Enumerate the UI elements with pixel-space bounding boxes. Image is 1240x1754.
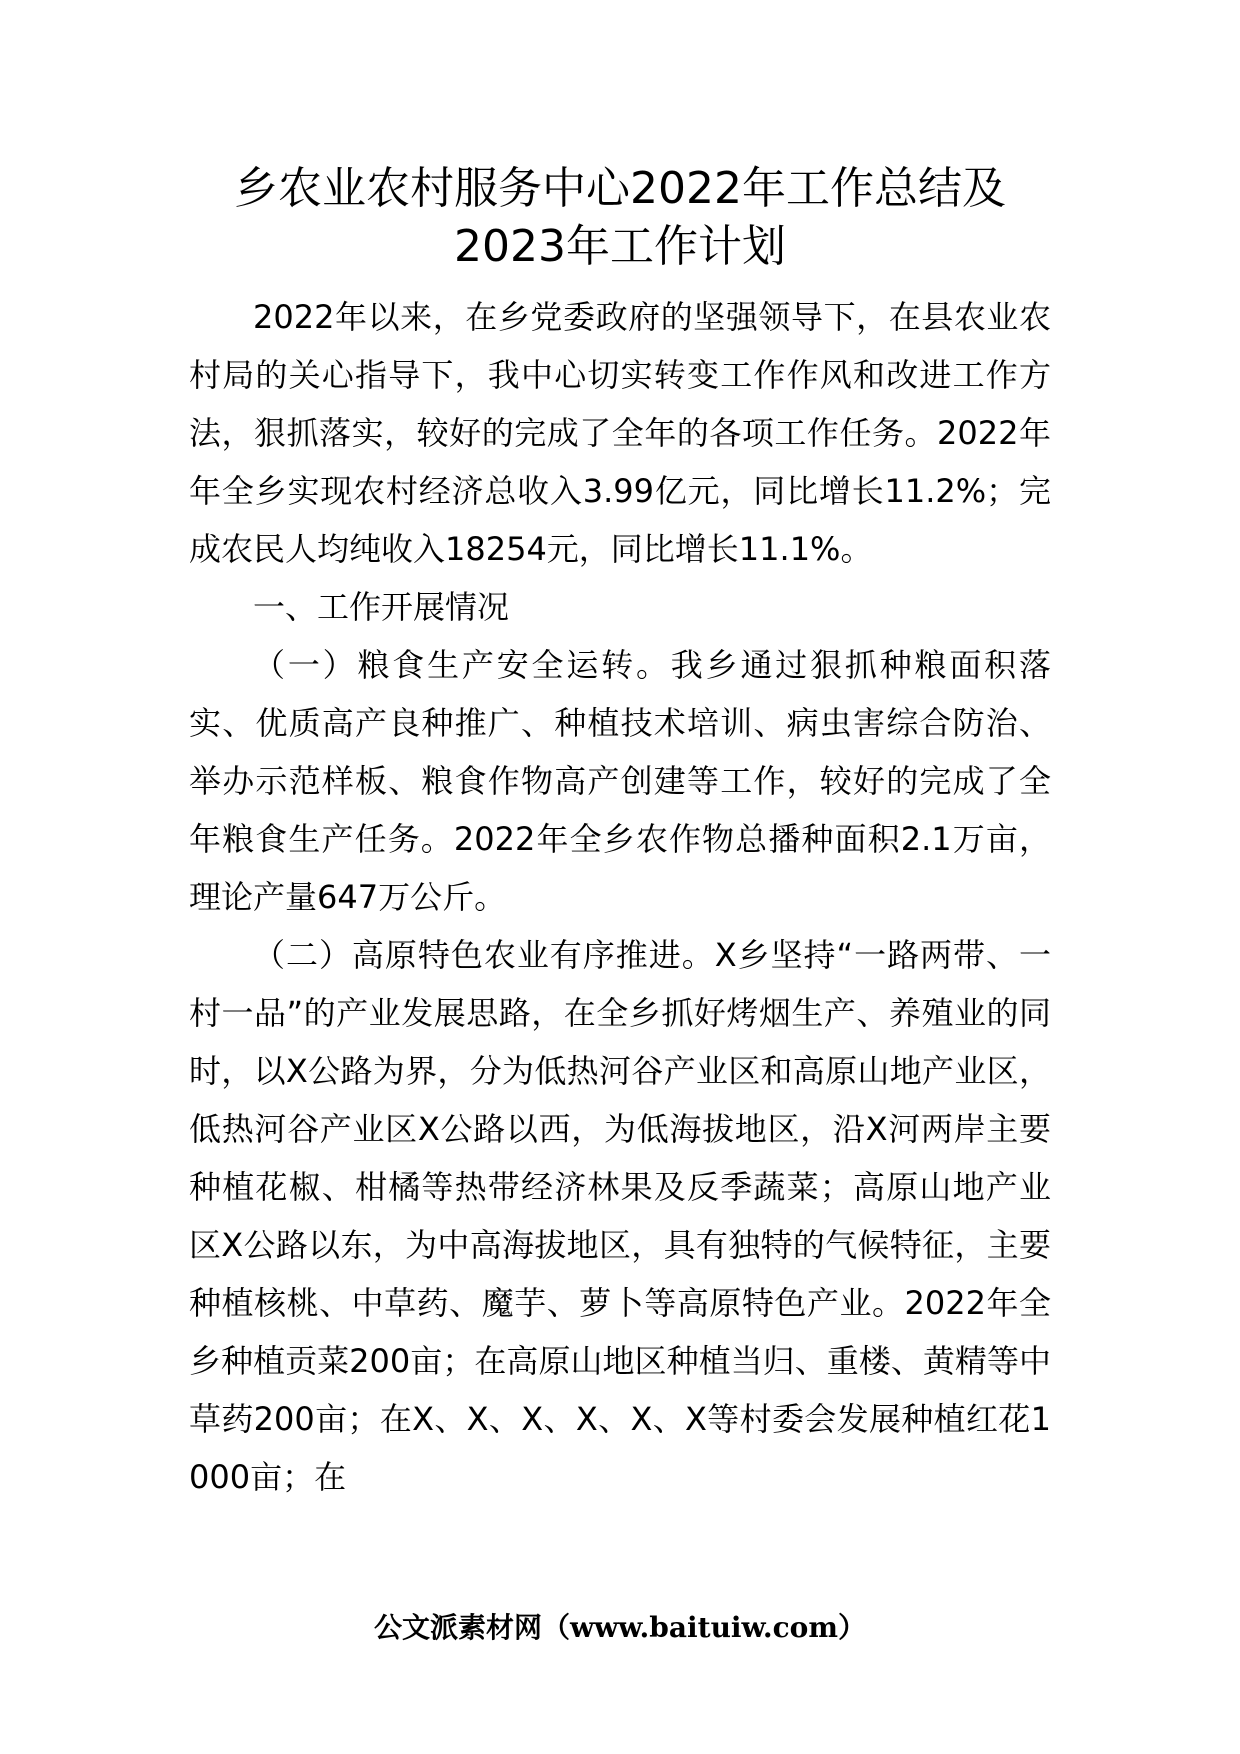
paragraph-intro: 2022年以来，在乡党委政府的坚强领导下，在县农业农村局的关心指导下，我中心切实转变工作作风和改进工作方法，狠抓落实，较好的完成了全年的各项工作任务。2022年年全乡实现农村经济总收入3.99亿元，同比增长11.2%；完成农民人均纯收入18254元，同比增长11.1%。	[189, 298, 1051, 568]
title-line-2: 2023年工作计划	[454, 221, 786, 272]
title-line-1: 乡农业农村服务中心2022年工作总结及	[234, 163, 1006, 214]
section-heading: 一、工作开展情况	[253, 588, 510, 626]
footer-watermark: 公文派素材网（www.baituiw.com）	[374, 1611, 866, 1644]
document-title	[150, 160, 1090, 276]
document-body	[189, 288, 1051, 1506]
paragraph-grain-production: （一）粮食生产安全运转。我乡通过狠抓种粮面积落实、优质高产良种推广、种植技术培训、病虫害综合防治、举办示范样板、粮食作物高产创建等工作，较好的完成了全年粮食生产任务。2022年全乡农作物总播种面积2.1万亩，理论产量647万公斤。	[189, 646, 1051, 916]
paragraph-plateau-agriculture: （二）高原特色农业有序推进。X乡坚持“一路两带、一村一品”的产业发展思路，在全乡抓好烤烟生产、养殖业的同时，以X公路为界，分为低热河谷产业区和高原山地产业区，低热河谷产业区X公路以西，为低海拔地区，沿X河两岸主要种植花椒、柑橘等热带经济林果及反季蔬菜；高原山地产业区X公路以东，为中高海拔地区，具有独特的气候特征，主要种植核桃、中草药、魔芋、萝卜等高原特色产业。2022年全乡种植贡菜200亩；在高原山地区种植当归、重楼、黄精等中草药200亩；在X、X、X、X、X、X等村委会发展种植红花1000亩；在	[189, 936, 1051, 1496]
